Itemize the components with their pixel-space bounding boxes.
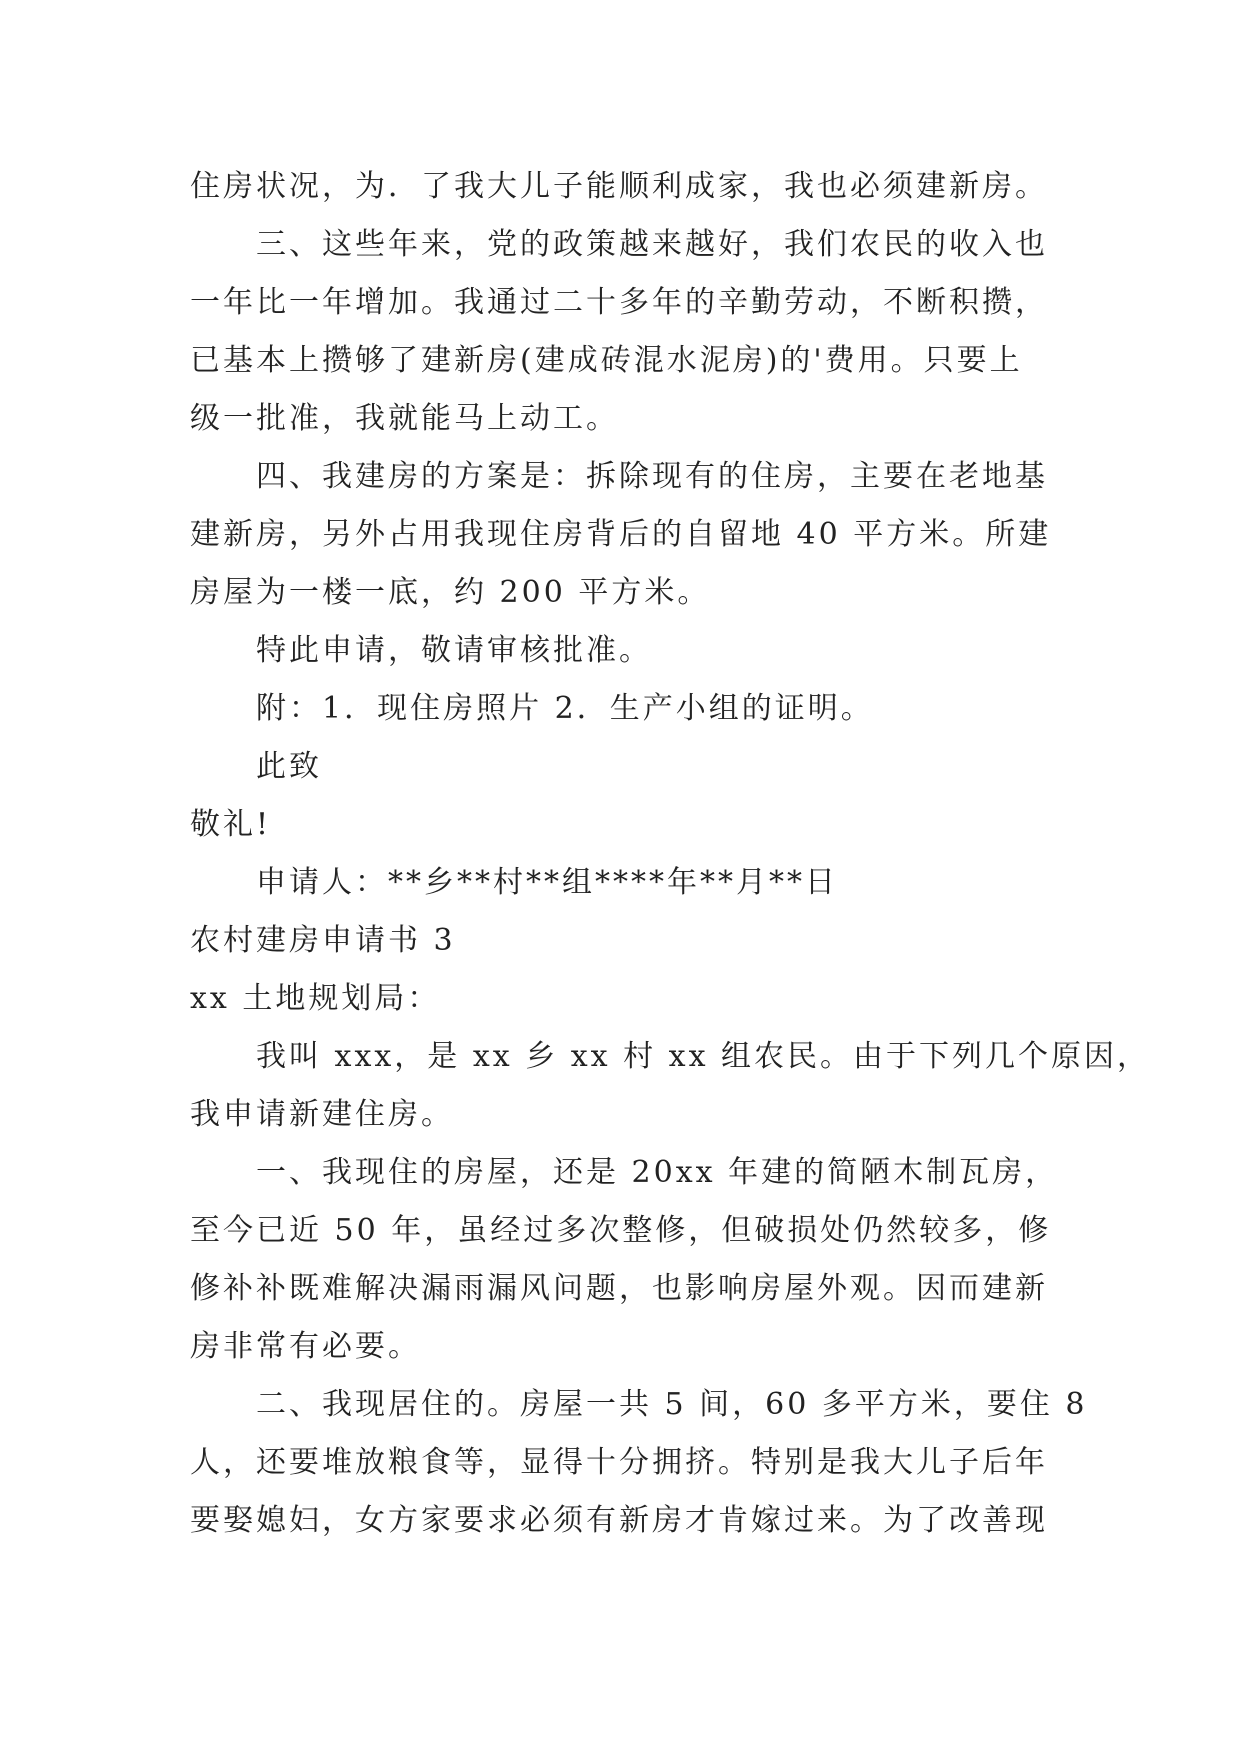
- text-line: 房非常有必要。: [190, 1329, 421, 1364]
- addressee: xx 土地规划局：: [190, 981, 441, 1016]
- text-line: 建新房，另外占用我现住房背后的自留地 40 平方米。所建: [190, 517, 1052, 552]
- text-line: 二、我现居住的。房屋一共 5 间，60 多平方米，要住 8: [256, 1387, 1088, 1422]
- text-line: 已基本上攒够了建新房(建成砖混水泥房)的'费用。只要上: [190, 343, 1023, 378]
- text-line: 三、这些年来，党的政策越来越好，我们农民的收入也: [256, 227, 1048, 262]
- text-line: 我申请新建住房。: [190, 1097, 454, 1132]
- text-line: 住房状况，为．了我大儿子能顺利成家，我也必须建新房。: [190, 169, 1048, 204]
- text-line: 房屋为一楼一底，约 200 平方米。: [190, 575, 711, 610]
- text-line: 要娶媳妇，女方家要求必须有新房才肯嫁过来。为了改善现: [190, 1503, 1048, 1538]
- text-line: 我叫 xxx，是 xx 乡 xx 村 xx 组农民。由于下列几个原因，: [256, 1039, 1151, 1074]
- text-line: 修补补既难解决漏雨漏风问题，也影响房屋外观。因而建新: [190, 1271, 1048, 1306]
- closing-salutation: 此致: [256, 749, 322, 784]
- applicant-signature: 申请人：**乡**村**组****年**月**日: [256, 865, 838, 900]
- document-body: [190, 158, 1151, 1550]
- text-line: 人，还要堆放粮食等，显得十分拥挤。特别是我大儿子后年: [190, 1445, 1048, 1480]
- text-line: 特此申请，敬请审核批准。: [256, 633, 652, 668]
- text-line: 四、我建房的方案是：拆除现有的住房，主要在老地基: [256, 459, 1048, 494]
- closing-regards: 敬礼!: [190, 807, 272, 842]
- text-line: 附：1．现住房照片 2．生产小组的证明。: [256, 691, 874, 726]
- text-line: 一、我现住的房屋，还是 20xx 年建的简陋木制瓦房，: [256, 1155, 1059, 1190]
- text-line: 级一批准，我就能马上动工。: [190, 401, 619, 436]
- text-line: 至今已近 50 年，虽经过多次整修，但破损处仍然较多，修: [190, 1213, 1052, 1248]
- text-line: 一年比一年增加。我通过二十多年的辛勤劳动，不断积攒，: [190, 285, 1048, 320]
- section-title: 农村建房申请书 3: [190, 923, 456, 958]
